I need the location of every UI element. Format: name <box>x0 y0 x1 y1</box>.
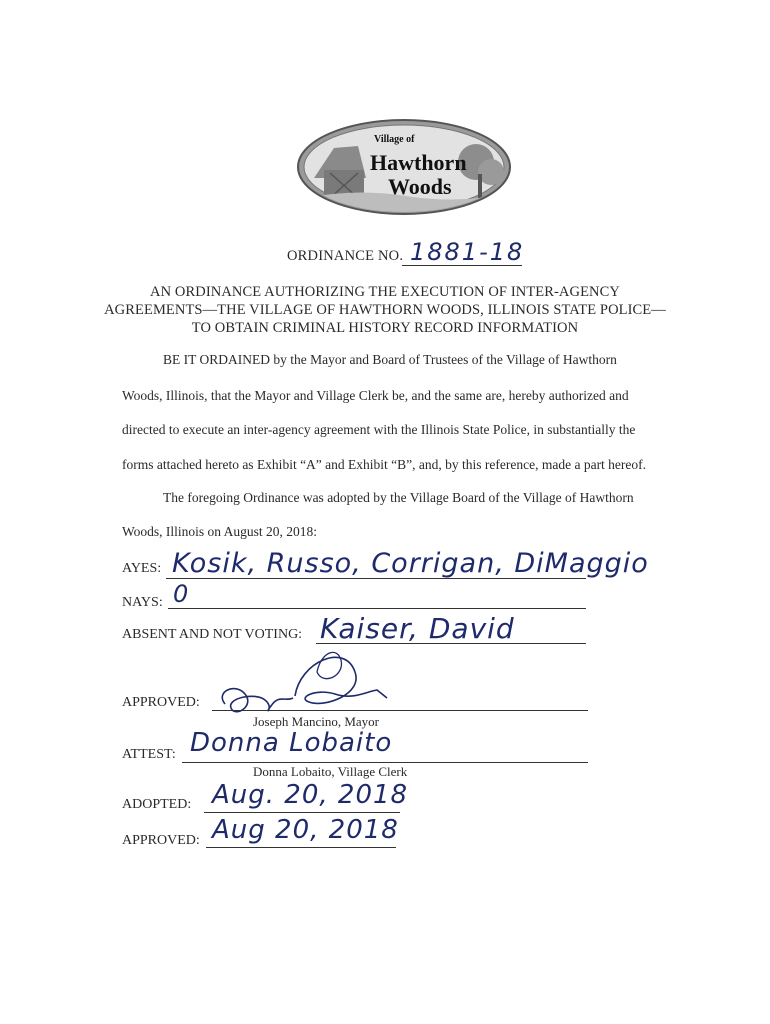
ordinance-number-label: ORDINANCE NO. <box>287 248 404 264</box>
attest-rule <box>182 762 588 763</box>
approved-date-rule <box>206 847 396 848</box>
ordinance-number-handwritten: 1881-18 <box>410 238 525 266</box>
approved-label: APPROVED: <box>122 695 200 710</box>
nays-rule <box>168 608 586 609</box>
logo-text-village-of: Village of <box>374 134 415 145</box>
adopted-label: ADOPTED: <box>122 797 192 812</box>
nays-label: NAYS: <box>122 595 163 610</box>
logo-text-hawthorn: Hawthorn <box>370 150 467 175</box>
approved-date-handwritten: Aug 20, 2018 <box>212 815 399 845</box>
body-line-6: Woods, Illinois on August 20, 2018: <box>122 524 318 539</box>
body-line-5: The foregoing Ordinance was adopted by the Village Board of the Village of Hawthorn <box>163 490 634 505</box>
absent-handwritten: Kaiser, David <box>320 612 515 645</box>
ayes-label: AYES: <box>122 561 162 576</box>
adopted-date-handwritten: Aug. 20, 2018 <box>212 780 409 810</box>
attest-label: ATTEST: <box>122 747 176 762</box>
mayor-name: Joseph Mancino, Mayor <box>253 714 380 729</box>
clerk-name: Donna Lobaito, Village Clerk <box>253 764 408 779</box>
body-line-4: forms attached hereto as Exhibit “A” and Exhibit “B”, and, by this reference, made a part hereof. <box>122 457 647 472</box>
nays-handwritten: 0 <box>173 580 189 608</box>
body-line-1: BE IT ORDAINED by the Mayor and Board of Trustees of the Village of Hawthorn <box>163 352 617 367</box>
ayes-handwritten: Kosik, Russo, Corrigan, DiMaggio <box>172 548 649 579</box>
approved-date-label: APPROVED: <box>122 833 200 848</box>
adopted-rule <box>204 812 400 813</box>
logo-text-woods: Woods <box>388 174 452 199</box>
absent-label: ABSENT AND NOT VOTING: <box>122 627 303 642</box>
body-line-2: Woods, Illinois, that the Mayor and Village Clerk be, and the same are, hereby authorized and <box>122 388 629 403</box>
clerk-signature: Donna Lobaito <box>190 728 393 758</box>
title-line-3: TO OBTAIN CRIMINAL HISTORY RECORD INFORMATION <box>191 320 579 336</box>
title-line-2: AGREEMENTS—THE VILLAGE OF HAWTHORN WOODS, ILLINOIS STATE POLICE— <box>104 302 666 318</box>
village-logo <box>296 118 512 216</box>
title-line-1: AN ORDINANCE AUTHORIZING THE EXECUTION OF INTER-AGENCY <box>150 284 620 300</box>
village-logo-graphic <box>296 118 512 216</box>
body-line-3: directed to execute an inter-agency agreement with the Illinois State Police, in substantially the <box>122 422 636 437</box>
